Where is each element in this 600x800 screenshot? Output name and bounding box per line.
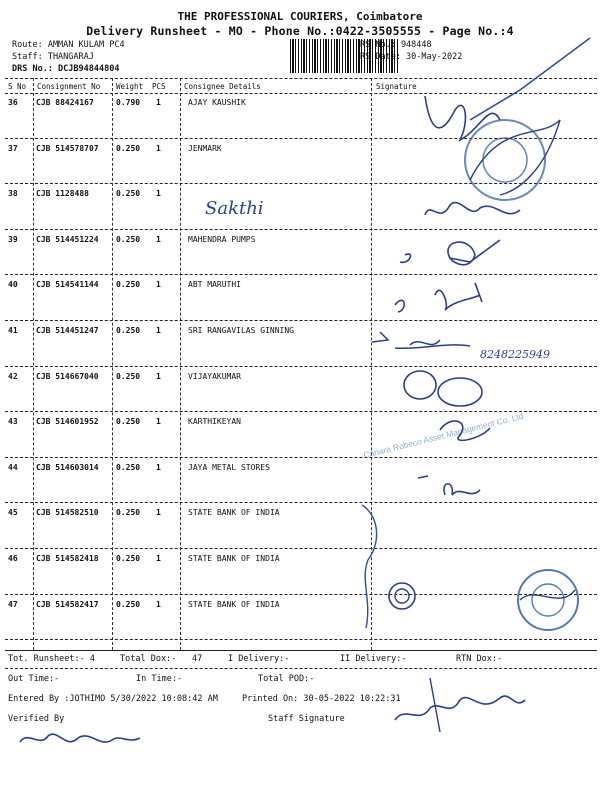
- row-weight: 0.250: [116, 462, 141, 472]
- row-consignee: STATE BANK OF INDIA: [188, 599, 280, 609]
- row-weight: 0.250: [116, 189, 141, 199]
- pen-stroke: [470, 38, 590, 120]
- signature-scribble: [372, 332, 470, 348]
- total-dox-value: 47: [192, 654, 203, 664]
- row-sno: 40: [8, 280, 18, 290]
- total-dox-label: Total Dox:-: [120, 654, 177, 664]
- row-pcs: 1: [156, 554, 161, 563]
- runsheet-subtitle: Delivery Runsheet - MO - Phone No.:0422-3505555 - Page No.:4: [86, 24, 514, 38]
- row-weight: 0.790: [116, 98, 141, 107]
- i-delivery: I Delivery:-: [228, 654, 290, 664]
- route-label: Route: AMMAN KULAM PC4: [12, 40, 125, 50]
- circle-mark: [389, 583, 415, 609]
- row-sno: 36: [8, 98, 18, 107]
- verifier-signature: [20, 734, 140, 742]
- rtn-dox: RTN Dox:-: [456, 654, 503, 664]
- bank-seal: [518, 570, 578, 630]
- row-consignment-no: CJB 514582418: [36, 554, 99, 563]
- row-consignee: KARTHIKEYAN: [188, 417, 241, 427]
- company-title: THE PROFESSIONAL COURIERS, Coimbatore: [177, 10, 423, 23]
- row-consignee: ABT MARUTHI: [188, 280, 241, 290]
- handwritten-phone: 8248225949: [480, 348, 550, 361]
- rs-number: RS No.: 948448: [360, 40, 432, 50]
- signature-loop: [404, 371, 436, 399]
- row-sno: 38: [8, 189, 18, 199]
- row-consignee: STATE BANK OF INDIA: [188, 508, 280, 518]
- row-pcs: 1: [156, 98, 161, 107]
- handwritten-name: Sakthi: [205, 198, 264, 219]
- total-pod: Total POD:-: [258, 674, 315, 684]
- pen-stroke: [430, 678, 440, 732]
- row-sno: 42: [8, 371, 18, 381]
- col-signature-header: Signature: [376, 82, 417, 91]
- row-consignee: SRI RANGAVILAS GINNING: [188, 326, 294, 335]
- circle-mark: [395, 589, 409, 603]
- signature-scribble: [418, 476, 480, 495]
- row-consignee: MAHENDRA PUMPS: [188, 234, 256, 244]
- out-time: Out Time:-: [8, 674, 60, 684]
- row-weight: 0.250: [116, 417, 141, 427]
- signature-scribble: [400, 240, 500, 265]
- row-consignment-no: CJB 514667040: [36, 371, 99, 381]
- ii-delivery: II Delivery:-: [340, 654, 407, 664]
- row-pcs: 1: [156, 326, 161, 335]
- row-consignment-no: CJB 514603014: [36, 462, 99, 472]
- row-consignment-no: CJB 514451247: [36, 326, 99, 335]
- row-pcs: 1: [156, 189, 161, 199]
- row-pcs: 1: [156, 143, 161, 153]
- row-consignee: JAYA METAL STORES: [188, 462, 270, 472]
- row-weight: 0.250: [116, 280, 141, 290]
- row-pcs: 1: [156, 508, 161, 518]
- tot-runsheet: Tot. Runsheet:- 4: [8, 654, 95, 664]
- pen-stroke: [362, 505, 377, 628]
- in-time: In Time:-: [136, 674, 183, 684]
- row-consignee: AJAY KAUSHIK: [188, 98, 246, 107]
- row-sno: 44: [8, 462, 18, 472]
- row-consignee: VIJAYAKUMAR: [188, 371, 241, 381]
- col-consignment-header: Consignment No: [37, 82, 101, 91]
- company-seal-inner: [483, 138, 527, 182]
- row-sno: 37: [8, 143, 18, 153]
- drs-number: DRS No.: DCJB94844804: [12, 64, 120, 74]
- signature-scribble: [520, 590, 575, 600]
- row-sno: 41: [8, 326, 18, 335]
- signature-loop: [438, 378, 482, 406]
- printed-on: Printed On: 30-05-2022 10:22:31: [242, 694, 401, 704]
- row-consignment-no: CJB 88424167: [36, 98, 94, 107]
- row-pcs: 1: [156, 280, 161, 290]
- row-weight: 0.250: [116, 143, 141, 153]
- row-consignment-no: CJB 1128488: [36, 189, 89, 199]
- row-consignment-no: CJB 514451224: [36, 234, 99, 244]
- row-sno: 39: [8, 234, 18, 244]
- col-consignee-header: Consignee Details: [184, 82, 261, 91]
- row-weight: 0.250: [116, 554, 141, 563]
- row-consignment-no: CJB 514582417: [36, 599, 99, 609]
- signature-scribble: [425, 96, 500, 140]
- signature-scribble: [425, 203, 520, 215]
- staff-signature: [395, 696, 525, 720]
- bank-seal-inner: [532, 584, 564, 616]
- col-weight-header: Weight: [116, 82, 144, 91]
- row-consignment-no: CJB 514582510: [36, 508, 99, 518]
- staff-signature-label: Staff Signature: [268, 714, 345, 724]
- row-sno: 47: [8, 599, 18, 609]
- row-consignee: JENMARK: [188, 143, 222, 153]
- col-pcs-header: PCS: [152, 82, 166, 91]
- row-consignment-no: CJB 514578707: [36, 143, 99, 153]
- row-pcs: 1: [156, 417, 161, 427]
- row-pcs: 1: [156, 234, 161, 244]
- row-weight: 0.250: [116, 234, 141, 244]
- signature-scribble: [395, 283, 482, 312]
- row-pcs: 1: [156, 371, 161, 381]
- row-consignment-no: CJB 514541144: [36, 280, 99, 290]
- row-sno: 43: [8, 417, 18, 427]
- row-pcs: 1: [156, 462, 161, 472]
- entered-by: Entered By :JOTHIMO 5/30/2022 10:08:42 AM: [8, 694, 218, 704]
- row-sno: 46: [8, 554, 18, 563]
- row-consignee: STATE BANK OF INDIA: [188, 554, 280, 563]
- row-weight: 0.250: [116, 599, 141, 609]
- row-pcs: 1: [156, 599, 161, 609]
- stamp-text: Canara Robeco Asset Management Co. Ltd: [362, 410, 525, 461]
- verified-by: Verified By: [8, 714, 65, 724]
- row-sno: 45: [8, 508, 18, 518]
- staff-label: Staff: THANGARAJ: [12, 52, 94, 62]
- row-consignment-no: CJB 514601952: [36, 417, 99, 427]
- row-weight: 0.250: [116, 508, 141, 518]
- col-sno-header: S No: [8, 82, 27, 91]
- row-weight: 0.250: [116, 326, 141, 335]
- rs-date: RS Date: 30-May-2022: [360, 52, 463, 62]
- row-weight: 0.250: [116, 371, 141, 381]
